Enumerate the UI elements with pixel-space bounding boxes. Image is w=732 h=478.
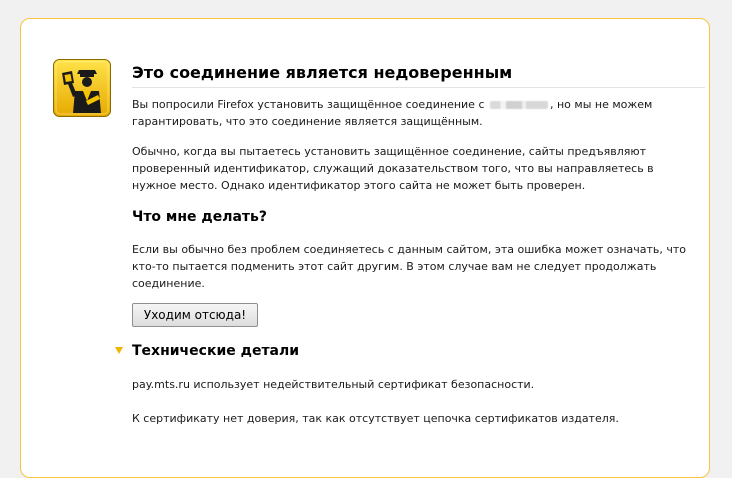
blurred-host-name <box>490 101 548 109</box>
what-to-do-paragraph: Если вы обычно без проблем соединяетесь с данным сайтом, эта ошибка может означать, что кто-то пытается подменить этот сайт другим. В этом случае вам не следует продолжать соединение. <box>132 243 687 290</box>
technical-details-toggle[interactable] <box>115 341 415 363</box>
police-officer-icon <box>53 59 111 117</box>
page-title: Это соединение является недоверенным <box>132 61 705 88</box>
triangle-down-icon <box>115 347 123 354</box>
technical-details-line-2: К сертификату нет доверия, так как отсутствует цепочка сертификатов издателя. <box>132 412 619 425</box>
what-to-do-heading: Что мне делать? <box>132 209 267 225</box>
technical-details-line-1: pay.mts.ru использует недействительный сертификат безопасности. <box>132 378 535 391</box>
intro-text-continued: , но мы не можем гарантировать, что это соединение является защищённым. <box>132 98 653 128</box>
technical-details-heading: Технические детали <box>132 343 300 359</box>
get-me-out-button[interactable]: Уходим отсюда! <box>132 303 258 327</box>
intro-paragraph <box>132 96 692 130</box>
explanation-paragraph: Обычно, когда вы пытаетесь установить защищённое соединение, сайты предъявляют проверенный идентификатор, служащий доказательством того, что вы направляетесь в нужное место. Однако идентификатор этого сайта не может быть проверен. <box>132 145 654 192</box>
error-page-container <box>20 18 710 478</box>
intro-text: Вы попросили Firefox установить защищённое соединение с <box>132 98 485 111</box>
